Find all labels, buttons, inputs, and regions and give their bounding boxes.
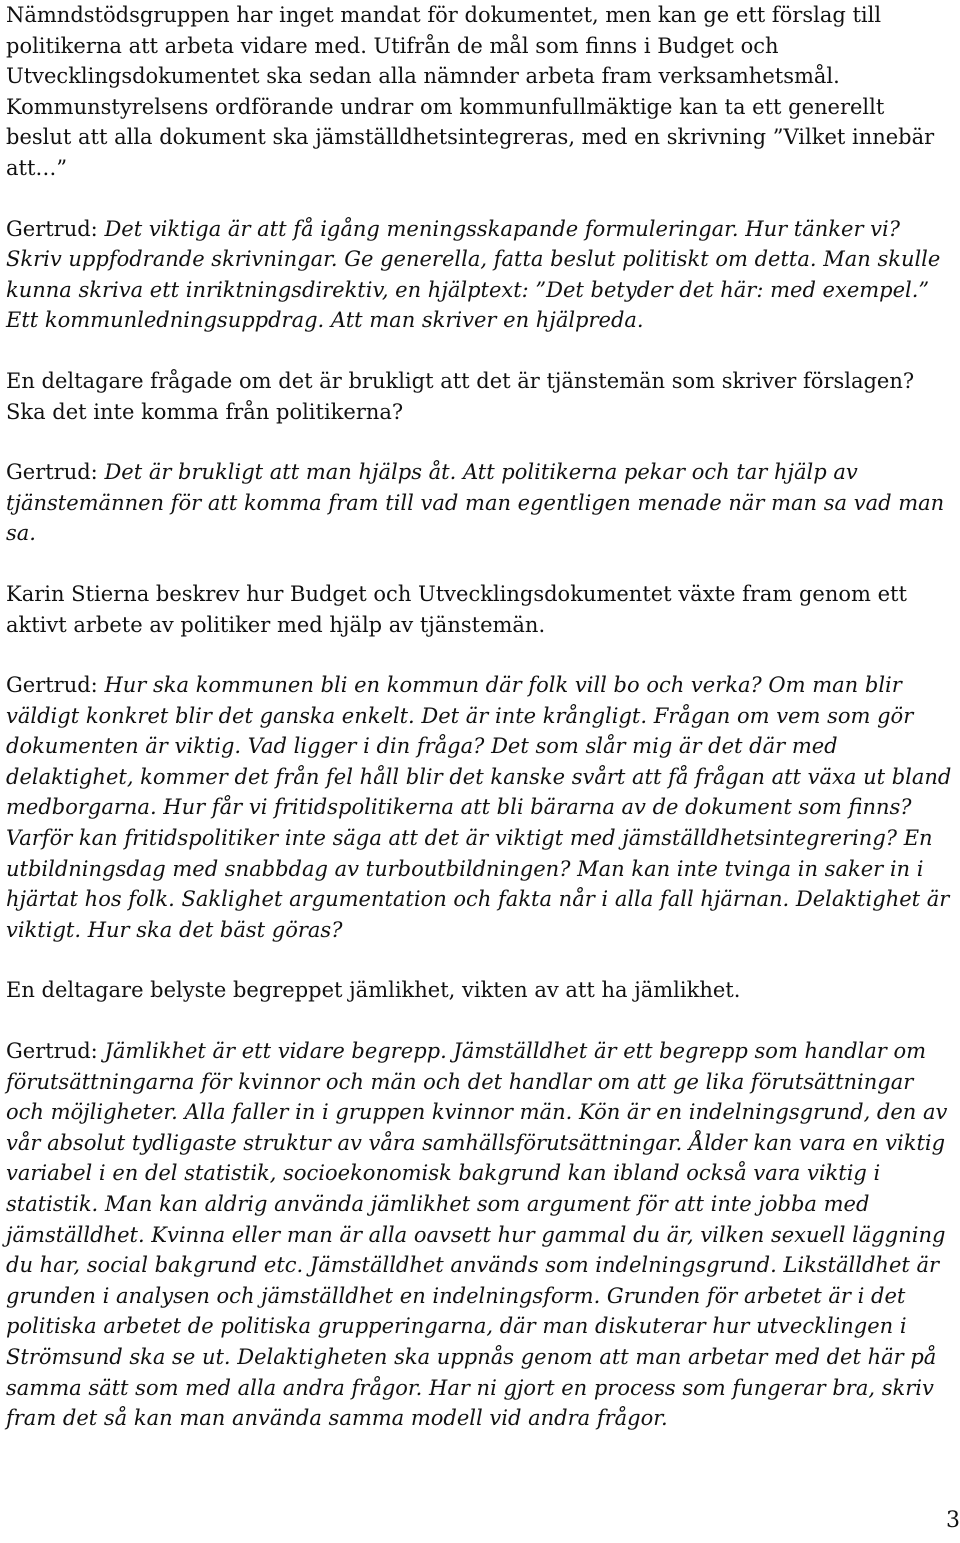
quote-text: Jämlikhet är ett vidare begrepp. Jämställdhet är ett begrepp som handlar om förutsättningarna för kvinnor och män och det handlar om att ge lika förutsättningar och möjligheter. Alla faller in i gruppen kvinnor män. Kön är en indelningsgrund, den av vår absolut tydligaste struktur av våra samhällsförutsättningar. Ålder kan vara en viktig variabel i en del statistik, socioekonomisk bakgrund kan ibland också vara viktig i statistik. Man kan aldrig använda jämlikhet som argument för att inte jobba med jämställdhet. Kvinna eller man är alla oavsett hur gammal du är, vilken sexuell läggning du har, social bakgrund etc. Jämställdhet används som indelningsgrund. Likställdhet är grunden i analysen och jämställdhet en indelningsform. Grunden för arbetet är i det politiska arbetet de politiska grupperingarna, där man diskuterar hur utvecklingen i Strömsund ska se ut. Delaktigheten ska uppnås genom att man arbetar med det här på samma sätt som med alla andra frågor. Har ni gjort en process som fungerar bra, skriv fram det så kan man använda samma modell vid andra frågor. — [6, 1039, 948, 1431]
paragraph-text: En deltagare belyste begreppet jämlikhet, vikten av att ha jämlikhet. — [6, 978, 741, 1003]
paragraph-intro — [6, 0, 954, 184]
paragraph-gertrud-2 — [6, 457, 954, 549]
paragraph-jamlikhet — [6, 975, 954, 1006]
paragraph-gertrud-4 — [6, 1036, 954, 1434]
speaker-label: Gertrud: — [6, 673, 98, 698]
quote-text: Hur ska kommunen bli en kommun där folk vill bo och verka? Om man blir väldigt konkret blir det ganska enkelt. Det är inte krångligt. Frågan om vem som gör dokumenten är viktig. Vad ligger i din fråga? Det som slår mig är det där med delaktighet, kommer det från fel håll blir det kanske svårt att få frågan att växa ut bland medborgarna. Hur får vi fritidspolitikerna att bli bärarna av de dokument som finns? Varför kan fritidspolitiker inte säga att det är viktigt med jämställdhetsintegrering? En utbildningsdag med snabbdag av turboutbildningen? Man kan inte tvinga in saker in i hjärtat hos folk. Saklighet argumentation och fakta når i alla fall hjärnan. Delaktighet är viktigt. Hur ska det bäst göras? — [6, 673, 952, 942]
paragraph-karin — [6, 579, 954, 640]
paragraph-question — [6, 366, 954, 427]
page-number: 3 — [946, 1508, 960, 1533]
paragraph-gertrud-3 — [6, 670, 954, 945]
paragraph-text: Karin Stierna beskrev hur Budget och Utvecklingsdokumentet växte fram genom ett aktivt arbete av politiker med hjälp av tjänstemän. — [6, 581, 907, 637]
paragraph-text: Nämndstödsgruppen har inget mandat för dokumentet, men kan ge ett förslag till politikerna att arbeta vidare med. Utifrån de mål som finns i Budget och Utvecklingsdokumentet ska sedan alla nämnder arbeta fram verksamhetsmål. Kommunstyrelsens ordförande undrar om kommunfullmäktige kan ta ett generellt beslut att alla dokument ska jämställdhetsintegreras, med en skrivning ”Vilket innebär att…” — [6, 3, 935, 180]
paragraph-gertrud-1 — [6, 214, 954, 336]
document-page — [6, 0, 954, 1434]
paragraph-text: En deltagare frågade om det är brukligt att det är tjänstemän som skriver förslagen? Ska det inte komma från politikerna? — [6, 368, 915, 424]
speaker-label: Gertrud: — [6, 1039, 98, 1064]
speaker-label: Gertrud: — [6, 216, 98, 241]
quote-text: Det är brukligt att man hjälps åt. Att politikerna pekar och tar hjälp av tjänstemännen för att komma fram till vad man egentligen menade när man sa vad man sa. — [6, 460, 945, 546]
speaker-label: Gertrud: — [6, 460, 98, 485]
quote-text: Det viktiga är att få igång meningsskapande formuleringar. Hur tänker vi? Skriv uppfodrande skrivningar. Ge generella, fatta beslut politiskt om detta. Man skulle kunna skriva ett inriktningsdirektiv, en hjälptext: ”Det betyder det här: med exempel.” Ett kommunledningsuppdrag. Att man skriver en hjälpreda. — [6, 216, 941, 333]
